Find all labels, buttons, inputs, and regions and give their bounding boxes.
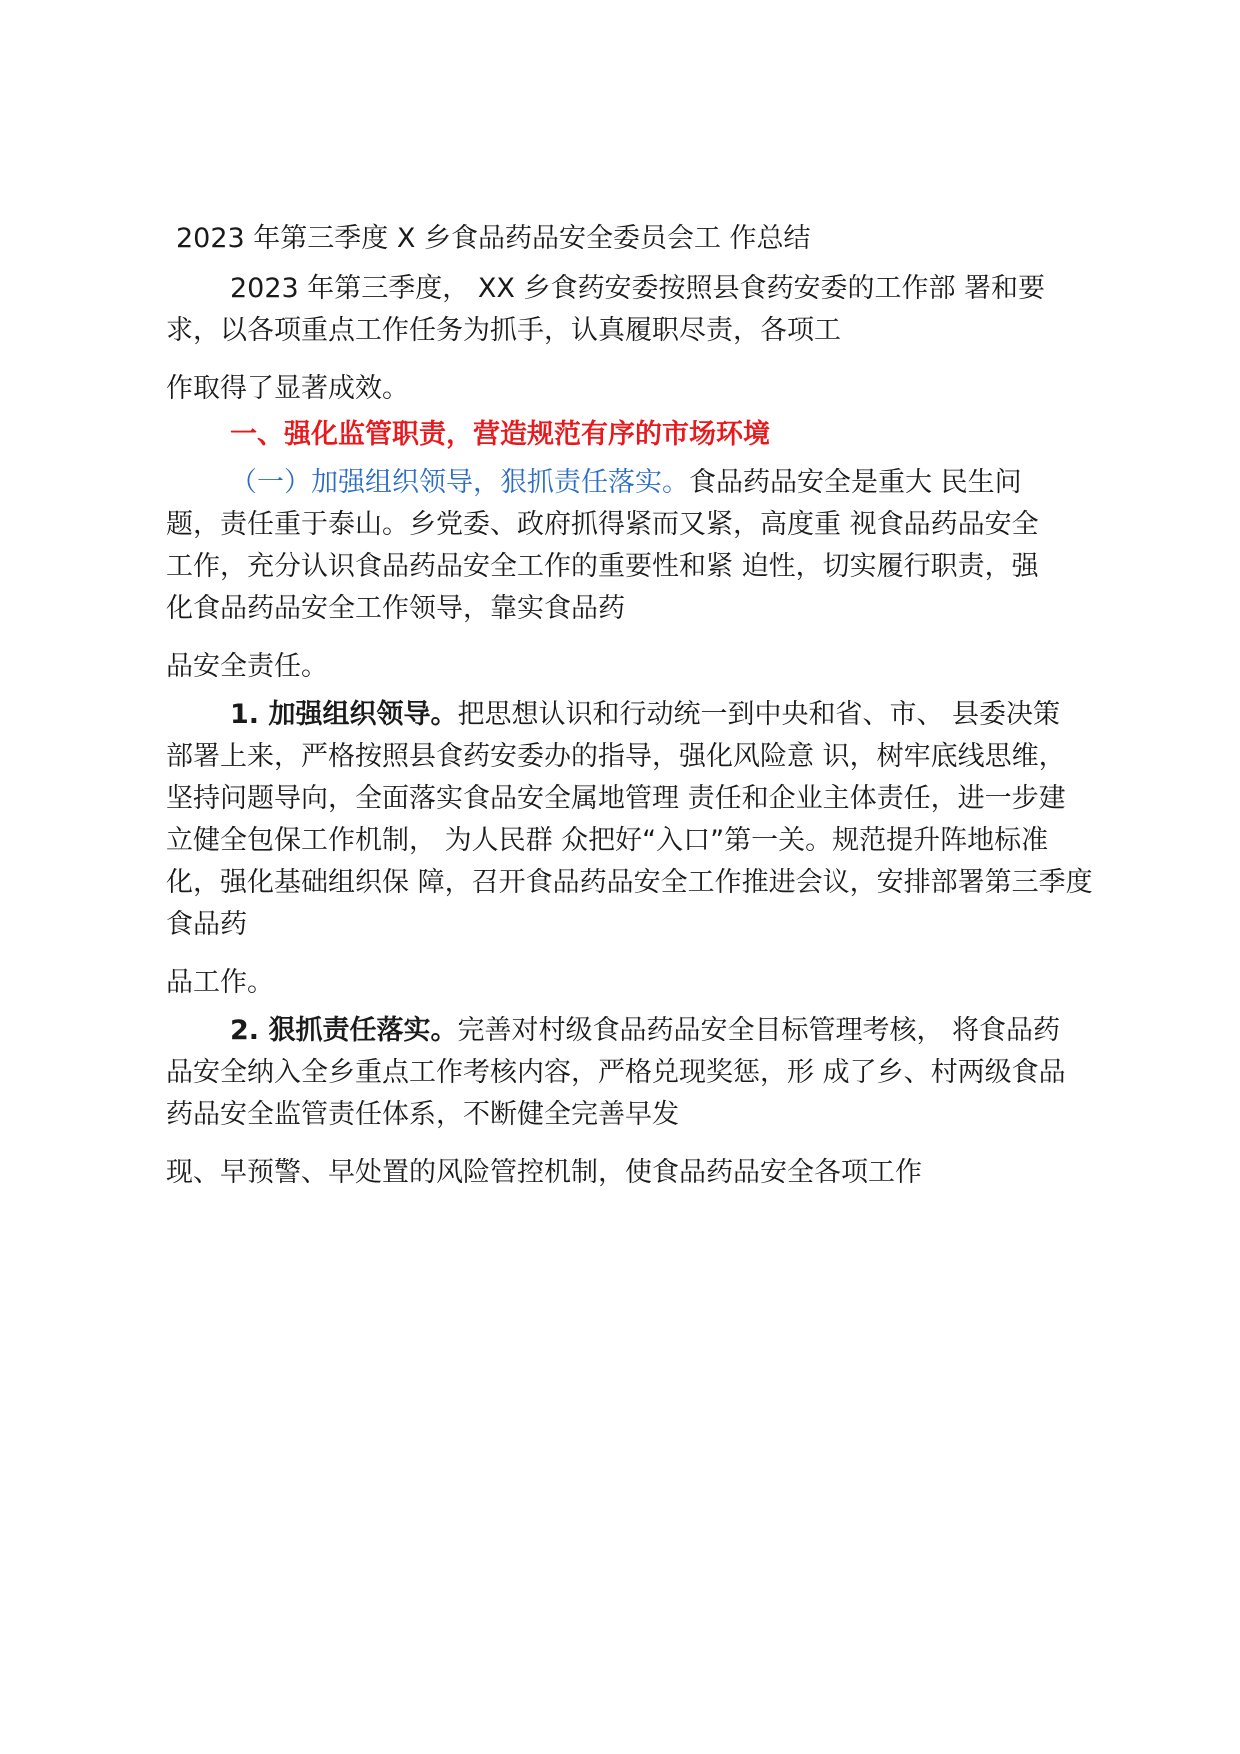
item-1-line-7: 品工作。 [166, 967, 274, 998]
sub-1-line-2: 题，责任重于泰山。乡党委、政府抓得紧而又紧，高度重 视食品药品安全 [166, 509, 1039, 540]
document-title: 2023 年第三季度 X 乡食品药品安全委员会工 作总结 [176, 223, 811, 254]
item-2-heading: 2. 狠抓责任落实。 [230, 1015, 458, 1046]
item-2-first-line-text: 完善对村级食品药品安全目标管理考核， 将食品药 [457, 1015, 1061, 1046]
item-1-line-6: 食品药 [166, 909, 247, 940]
sub-1-line-4: 化食品药品安全工作领导，靠实食品药 [166, 593, 625, 624]
sub-1-heading: （一）加强组织领导，狠抓责任落实。 [230, 467, 689, 498]
item-1-first-line-text: 把思想认识和行动统一到中央和省、市、 县委决策 [457, 699, 1061, 730]
intro-line-1: 2023 年第三季度， XX 乡食药安委按照县食药安委的工作部 署和要 [230, 273, 1046, 304]
item-2-line-2: 品安全纳入全乡重点工作考核内容，严格兑现奖惩，形 成了乡、村两级食品 [166, 1057, 1066, 1088]
item-1-line-5: 化，强化基础组织保 障，召开食品药品安全工作推进会议，安排部署第三季度 [166, 867, 1093, 898]
item-1-first-line [230, 692, 1160, 738]
item-1-line-4: 立健全包保工作机制， 为人民群 众把好“入口”第一关。规范提升阵地标准 [166, 825, 1049, 856]
item-2-first-line [230, 1008, 1160, 1054]
sub-1-line-5: 品安全责任。 [166, 651, 328, 682]
sub-1-first-line [230, 460, 1160, 506]
item-2-line-4: 现、早预警、早处置的风险管控机制，使食品药品安全各项工作 [166, 1157, 922, 1188]
intro-line-2: 求，以各项重点工作任务为抓手，认真履职尽责，各项工 [166, 315, 841, 346]
item-1-line-3: 坚持问题导向，全面落实食品安全属地管理 责任和企业主体责任，进一步建 [166, 783, 1066, 814]
item-1-heading: 1. 加强组织领导。 [230, 699, 458, 730]
section-1-heading: 一、强化监管职责，营造规范有序的市场环境 [230, 419, 770, 450]
item-2-line-3: 药品安全监管责任体系，不断健全完善早发 [166, 1099, 679, 1130]
sub-1-line-3: 工作，充分认识食品药品安全工作的重要性和紧 迫性，切实履行职责，强 [166, 551, 1039, 582]
sub-1-first-line-text: 食品药品安全是重大 民生问 [689, 467, 1022, 498]
item-1-line-2: 部署上来，严格按照县食药安委办的指导，强化风险意 识，树牢底线思维， [166, 741, 1066, 772]
intro-line-3: 作取得了显著成效。 [166, 373, 409, 404]
